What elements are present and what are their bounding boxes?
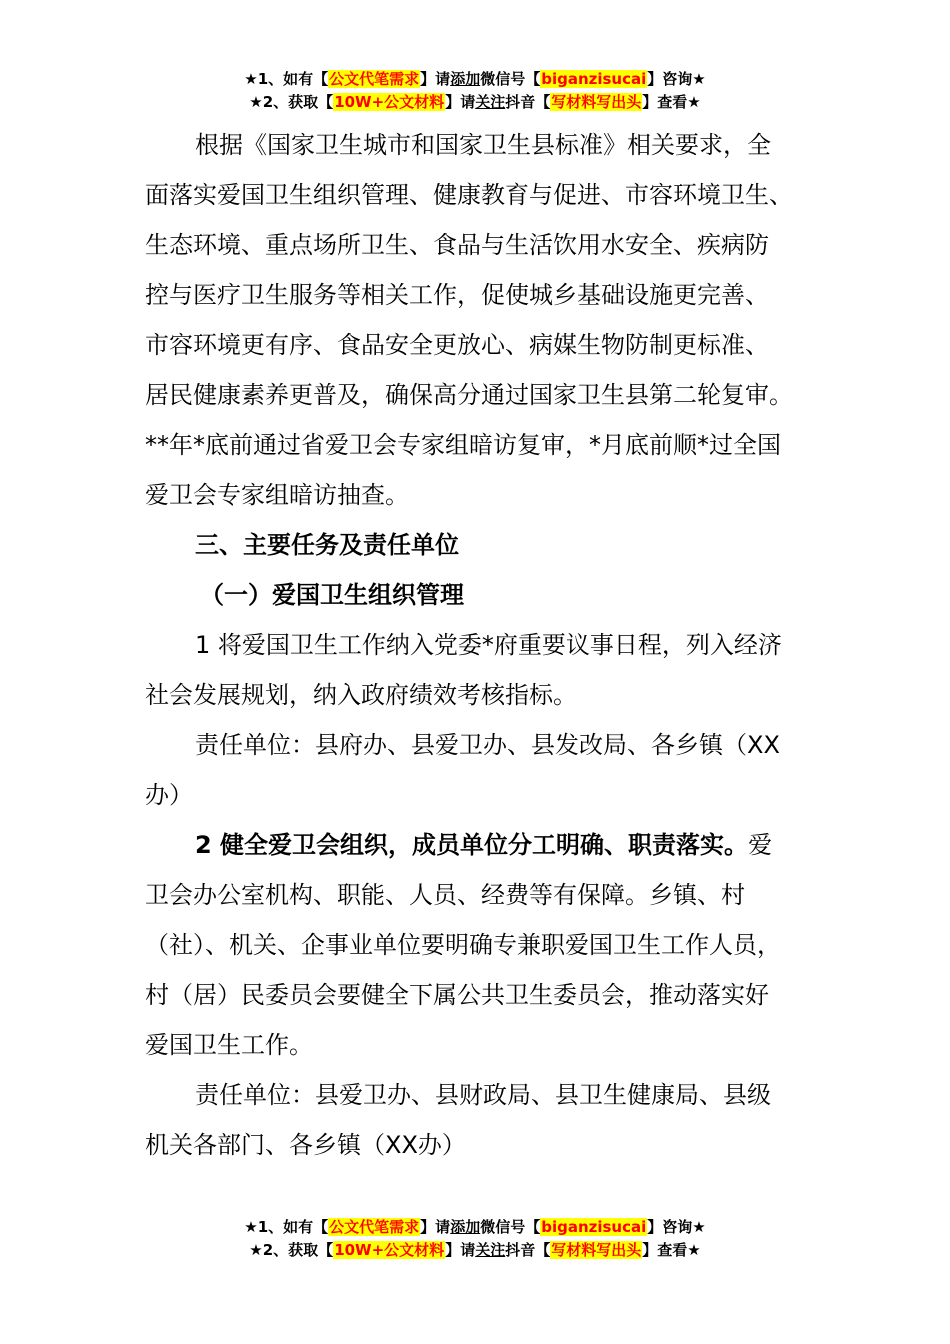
promo-underline: 添加	[450, 70, 481, 88]
text-line: 村（居）民委员会要健全下属公共卫生委员会，推动落实好	[145, 981, 769, 1009]
text-line: 爱国卫生工作。	[145, 1031, 313, 1059]
promo-text: 】查看★	[642, 1241, 701, 1259]
promo-line-2	[0, 1239, 950, 1262]
task-item-2-title: 2 健全爱卫会组织，成员单位分工明确、职责落实。	[195, 831, 749, 859]
text-line: 根据《国家卫生城市和国家卫生县标准》相关要求，全	[195, 131, 771, 159]
promo-line-1	[0, 68, 950, 91]
section-heading: 三、主要任务及责任单位	[195, 531, 459, 559]
text-line: 面落实爱国卫生组织管理、健康教育与促进、市容环境卫生、	[145, 181, 793, 209]
text-line: 责任单位：县府办、县爱卫办、县发改局、各乡镇（XX	[195, 731, 780, 759]
promo-highlight: 写材料写出头	[551, 93, 642, 111]
promo-highlight: 公文代笔需求	[329, 70, 420, 88]
promo-text: 】查看★	[642, 93, 701, 111]
promo-highlight: 写材料写出头	[551, 1241, 642, 1259]
text-line: 控与医疗卫生服务等相关工作，促使城乡基础设施更完善、	[145, 281, 769, 309]
promo-text: 抖音【	[505, 93, 551, 111]
text-line: 社会发展规划，纳入政府绩效考核指标。	[145, 681, 577, 709]
text-line: （社）、机关、企事业单位要明确专兼职爱国卫生工作人员，	[145, 931, 781, 959]
text-line: 生态环境、重点场所卫生、食品与生活饮用水安全、疾病防	[145, 231, 769, 259]
intro-paragraph	[145, 120, 810, 520]
promo-underline: 关注	[475, 93, 506, 111]
responsible-units-2	[145, 1070, 810, 1170]
text-line: 爱卫会专家组暗访抽查。	[145, 481, 409, 509]
text-line: 机关各部门、各乡镇（XX办）	[145, 1131, 466, 1159]
text-line: 卫会办公室机构、职能、人员、经费等有保障。乡镇、村	[145, 881, 745, 909]
promo-text: 】请	[445, 93, 476, 111]
promo-banner-bottom	[0, 1216, 950, 1262]
promo-text: 】请	[420, 70, 451, 88]
promo-highlight: 10W+公文材料	[334, 93, 445, 111]
text-line: **年*底前通过省爱卫会专家组暗访复审，*月底前顺*过全国	[145, 431, 781, 459]
promo-text: ★1、如有【	[244, 1218, 329, 1236]
text-line: 办）	[145, 781, 193, 809]
task-item-1	[145, 620, 810, 720]
promo-highlight: biganzisucai	[541, 70, 647, 88]
promo-highlight: 10W+公文材料	[334, 1241, 445, 1259]
promo-line-2	[0, 91, 950, 114]
promo-highlight: 公文代笔需求	[329, 1218, 420, 1236]
subsection-heading: （一）爱国卫生组织管理	[200, 581, 464, 609]
promo-highlight: biganzisucai	[541, 1218, 647, 1236]
promo-text: 抖音【	[505, 1241, 551, 1259]
promo-text: 微信号【	[480, 70, 541, 88]
promo-text: 】咨询★	[647, 1218, 706, 1236]
text-line	[145, 820, 810, 870]
task-item-2	[145, 820, 810, 1070]
promo-text: ★2、获取【	[249, 93, 334, 111]
text-line: 1 将爱国卫生工作纳入党委*府重要议事日程，列入经济	[195, 631, 782, 659]
responsible-units-1	[145, 720, 810, 820]
text-line: 责任单位：县爱卫办、县财政局、县卫生健康局、县级	[195, 1081, 771, 1109]
text-line: 市容环境更有序、食品安全更放心、病媒生物防制更标准、	[145, 331, 769, 359]
promo-underline: 添加	[450, 1218, 481, 1236]
promo-text: 微信号【	[480, 1218, 541, 1236]
promo-underline: 关注	[475, 1241, 506, 1259]
promo-line-1	[0, 1216, 950, 1239]
text-fragment: 爱	[748, 831, 773, 859]
promo-text: ★1、如有【	[244, 70, 329, 88]
promo-text: 】请	[420, 1218, 451, 1236]
text-line: 居民健康素养更普及，确保高分通过国家卫生县第二轮复审。	[145, 381, 793, 409]
promo-text: 】咨询★	[647, 70, 706, 88]
document-body	[145, 120, 810, 1170]
promo-text: 】请	[445, 1241, 476, 1259]
promo-banner-top	[0, 68, 950, 114]
promo-text: ★2、获取【	[249, 1241, 334, 1259]
